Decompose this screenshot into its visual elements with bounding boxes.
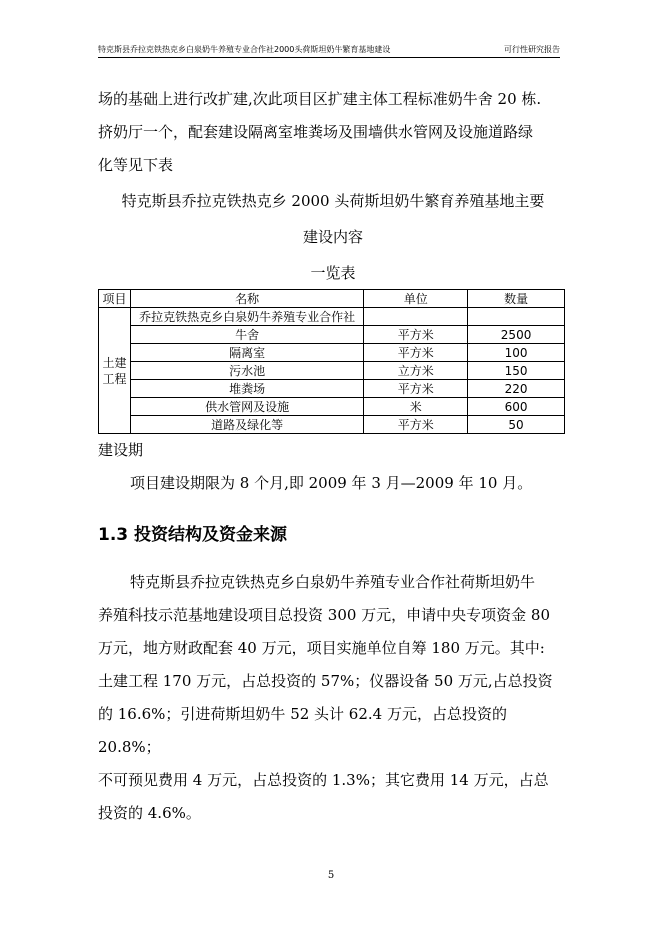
section-title: 1.3 投资结构及资金来源 <box>98 525 288 545</box>
row-qty: 220 <box>468 380 565 398</box>
intro-line: 场的基础上进行改扩建,次此项目区扩建主体工程标准奶牛舍 20 栋. <box>98 90 542 108</box>
investment-line: 特克斯县乔拉克铁热克乡白泉奶牛养殖专业合作社荷斯坦奶牛 <box>130 573 536 591</box>
table-row <box>99 362 565 380</box>
page-number: 5 <box>327 870 335 881</box>
col-header: 单位 <box>364 290 468 308</box>
group-label: 土建 工程 <box>99 308 131 434</box>
intro-paragraph <box>98 83 568 182</box>
row-unit: 平方米 <box>364 380 468 398</box>
construction-table <box>98 289 565 434</box>
row-name: 牛舍 <box>130 326 363 344</box>
table-title-line: 建设内容 <box>302 228 363 246</box>
row-name: 供水管网及设施 <box>130 398 363 416</box>
table-row <box>99 380 565 398</box>
table-row <box>99 344 565 362</box>
construction-text: 项目建设期限为 8 个月,即 2009 年 3 月—2009 年 10 月。 <box>130 474 533 492</box>
row-unit: 平方米 <box>364 344 468 362</box>
row-unit: 平方米 <box>364 326 468 344</box>
row-unit: 立方米 <box>364 362 468 380</box>
row-name: 堆粪场 <box>130 380 363 398</box>
construction-period <box>98 434 568 500</box>
investment-line: 投资的 4.6%。 <box>98 804 201 822</box>
header-report-type: 可行性研究报告 <box>504 45 560 54</box>
col-header: 数量 <box>468 290 565 308</box>
table-title-line: 一览表 <box>310 264 356 282</box>
row-qty <box>468 308 565 326</box>
row-unit <box>364 308 468 326</box>
investment-line: 的 16.6%；引进荷斯坦奶牛 52 头计 62.4 万元，占总投资的 20.8%； <box>98 705 507 756</box>
table-row <box>99 398 565 416</box>
row-name: 乔拉克铁热克乡白泉奶牛养殖专业合作社 <box>130 308 363 326</box>
row-qty: 2500 <box>468 326 565 344</box>
intro-line: 化等见下表 <box>98 156 174 174</box>
row-qty: 100 <box>468 344 565 362</box>
table-header-row <box>99 290 565 308</box>
investment-line: 养殖科技示范基地建设项目总投资 300 万元，申请中央专项资金 80 <box>98 606 551 624</box>
table-title-line: 特克斯县乔拉克铁热克乡 2000 头荷斯坦奶牛繁育养殖基地主要 <box>121 192 545 210</box>
row-unit: 平方米 <box>364 416 468 434</box>
table-row <box>99 308 565 326</box>
row-qty: 50 <box>468 416 565 434</box>
table-row <box>99 326 565 344</box>
investment-line: 不可预见费用 4 万元，占总投资的 1.3%；其它费用 14 万元，占总 <box>98 771 549 789</box>
col-header: 项目 <box>99 290 131 308</box>
row-qty: 150 <box>468 362 565 380</box>
row-unit: 米 <box>364 398 468 416</box>
page-header <box>98 44 560 58</box>
investment-line: 土建工程 170 万元，占总投资的 57%；仪器设备 50 万元,占总投资 <box>98 672 553 690</box>
header-title: 特克斯县乔拉克铁热克乡白泉奶牛养殖专业合作社2000头荷斯坦奶牛繁育基地建设 <box>98 45 391 54</box>
row-name: 污水池 <box>130 362 363 380</box>
row-name: 隔离室 <box>130 344 363 362</box>
row-qty: 600 <box>468 398 565 416</box>
investment-paragraph <box>98 566 568 830</box>
row-name: 道路及绿化等 <box>130 416 363 434</box>
col-header: 名称 <box>130 290 363 308</box>
table-row <box>99 416 565 434</box>
investment-line: 万元，地方财政配套 40 万元，项目实施单位自筹 180 万元。其中: <box>98 639 545 657</box>
intro-line: 挤奶厅一个，配套建设隔离室堆粪场及围墙供水管网及设施道路绿 <box>98 123 534 141</box>
construction-heading: 建设期 <box>98 441 144 459</box>
